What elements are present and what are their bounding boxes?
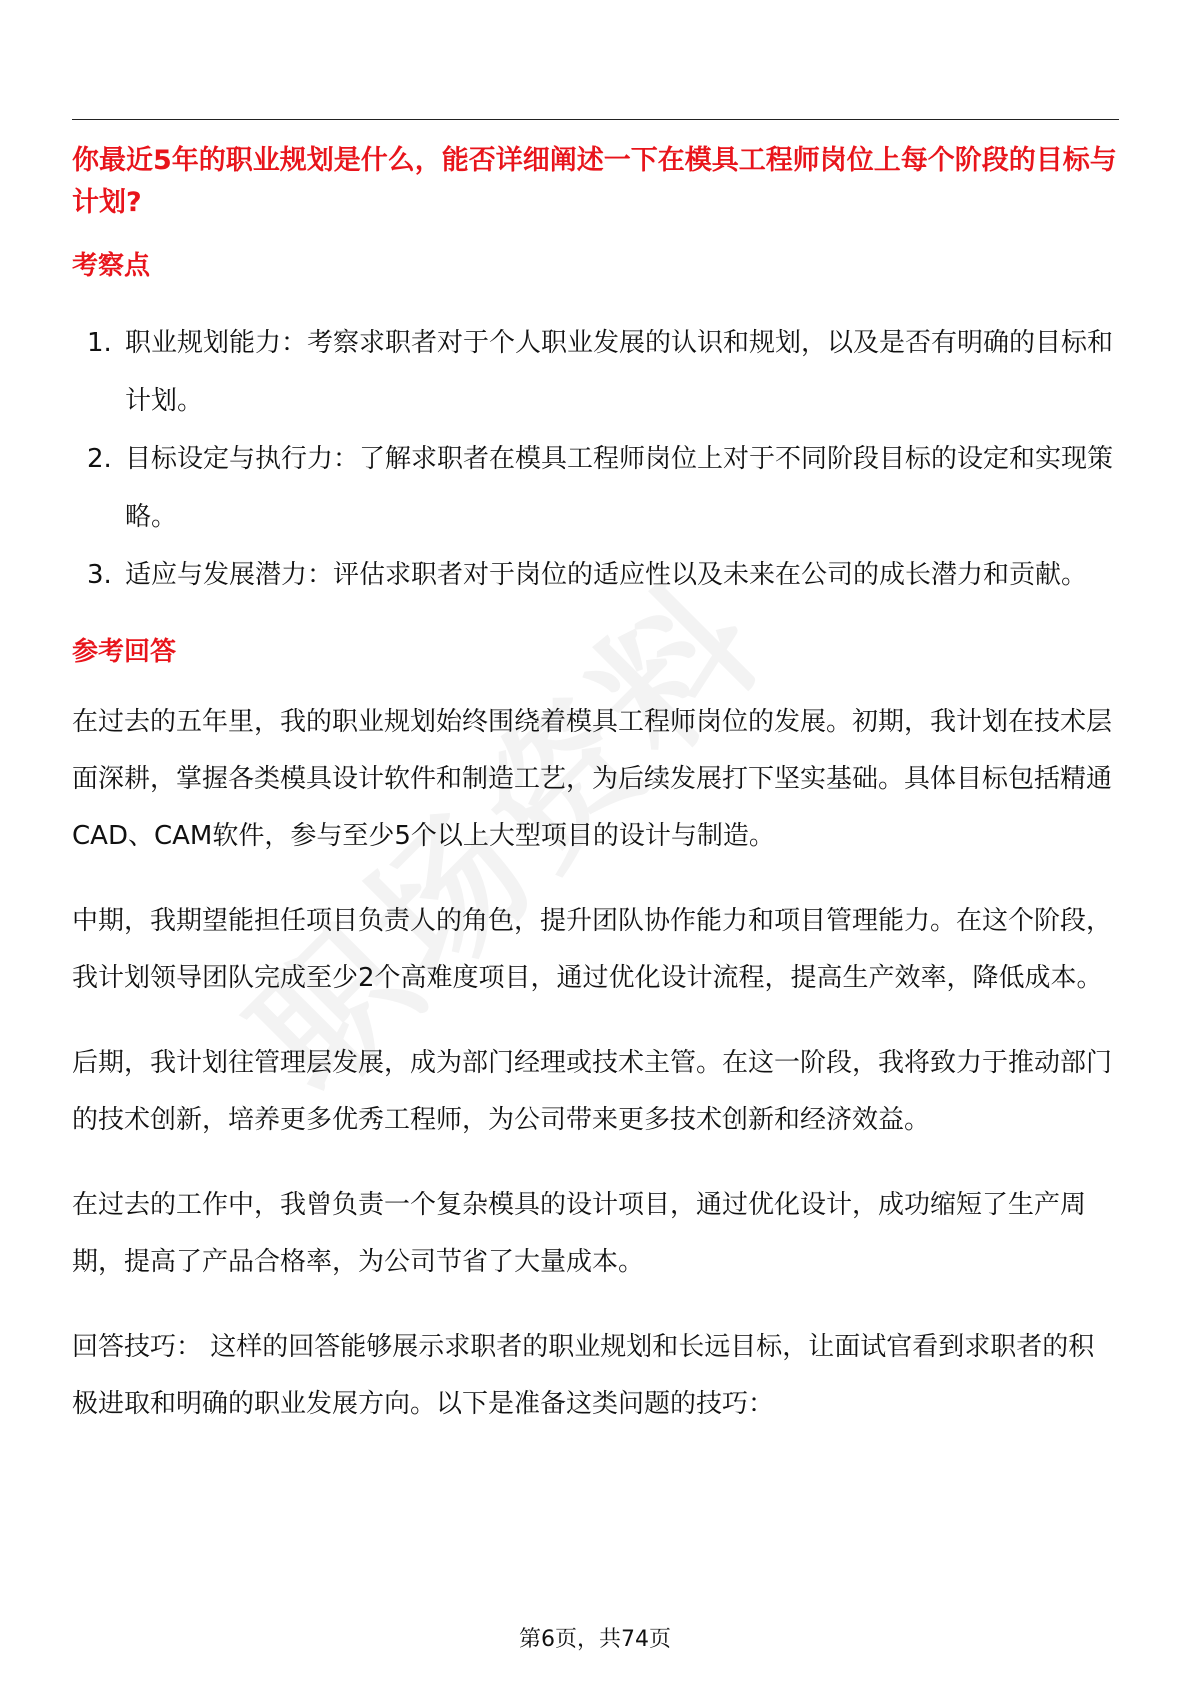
answer-tips-paragraph: 回答技巧： 这样的回答能够展示求职者的职业规划和长远目标，让面试官看到求职者的积极进取和明确的职业发展方向。以下是准备这类问题的技巧： (72, 1332, 1095, 1419)
list-number: 3. (87, 560, 112, 590)
answer-paragraph: 在过去的工作中，我曾负责一个复杂模具的设计项目，通过优化设计，成功缩短了生产周期，提高了产品合格率，为公司节省了大量成本。 (72, 1190, 1087, 1277)
list-item-text: 适应与发展潜力：评估求职者对于岗位的适应性以及未来在公司的成长潜力和贡献。 (125, 560, 1088, 590)
points-heading: 考察点 (72, 251, 151, 281)
list-item (72, 430, 1119, 546)
answer-paragraph: 后期，我计划往管理层发展，成为部门经理或技术主管。在这一阶段，我将致力于推动部门的技术创新，培养更多优秀工程师，为公司带来更多技术创新和经济效益。 (72, 1048, 1113, 1135)
top-divider (72, 119, 1119, 120)
list-number: 1. (87, 328, 112, 358)
list-item (72, 546, 1119, 604)
list-item (72, 314, 1119, 430)
page-content (72, 140, 1119, 1433)
page-number: 第6页，共74页 (519, 1627, 671, 1652)
points-list (72, 314, 1119, 604)
answer-paragraph: 在过去的五年里，我的职业规划始终围绕着模具工程师岗位的发展。初期，我计划在技术层面深耕，掌握各类模具设计软件和制造工艺，为后续发展打下坚实基础。具体目标包括精通CAD、CAM软件，参与至少5个以上大型项目的设计与制造。 (72, 707, 1113, 851)
list-item-text: 目标设定与执行力：了解求职者在模具工程师岗位上对于不同阶段目标的设定和实现策略。 (125, 444, 1114, 532)
question-title: 你最近5年的职业规划是什么，能否详细阐述一下在模具工程师岗位上每个阶段的目标与计划? (72, 145, 1117, 218)
answer-paragraph: 中期，我期望能担任项目负责人的角色，提升团队协作能力和项目管理能力。在这个阶段，我计划领导团队完成至少2个高难度项目，通过优化设计流程，提高生产效率，降低成本。 (72, 906, 1113, 993)
list-item-text: 职业规划能力：考察求职者对于个人职业发展的认识和规划，以及是否有明确的目标和计划。 (125, 328, 1114, 416)
answer-heading: 参考回答 (72, 637, 177, 667)
list-number: 2. (87, 444, 112, 474)
